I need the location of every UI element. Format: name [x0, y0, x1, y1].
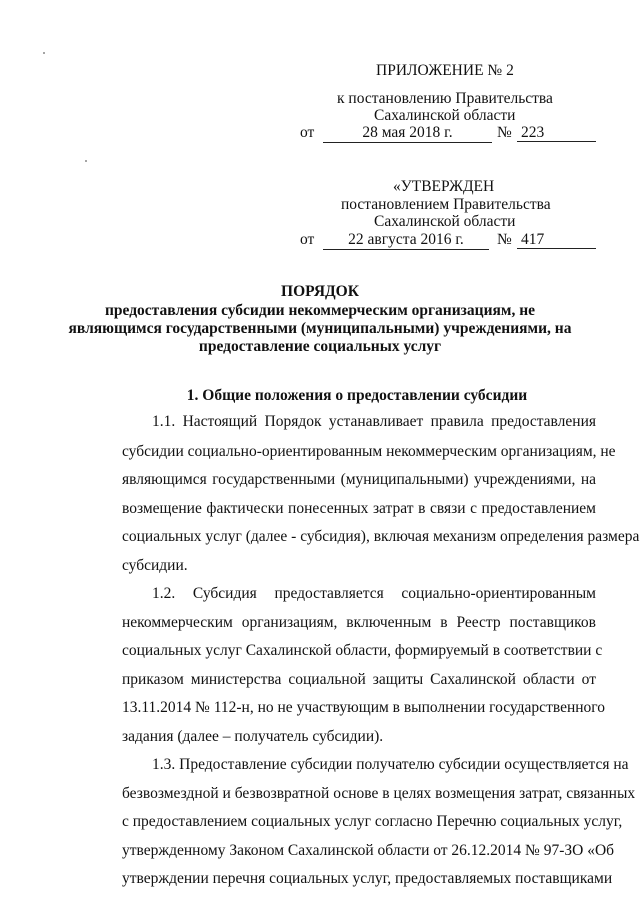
appendix-from-label: от: [300, 124, 315, 141]
approved-title: «УТВЕРЖДЕН: [393, 178, 495, 195]
para-1-2-line: 13.11.2014 № 112-н, но не участвующим в выполнении государственного: [122, 699, 606, 716]
para-1-2-line: социальных услуг Сахалинской области, формируемый в соответствии с: [122, 642, 603, 659]
appendix-date-field: 28 мая 2018 г.: [323, 124, 492, 143]
appendix-to-resolution: к постановлению Правительства: [337, 90, 553, 107]
scan-speck: [43, 52, 45, 54]
approved-region: Сахалинской области: [374, 213, 516, 230]
para-1-1-line: социальных услуг (далее - субсидия), включая механизм определения размера: [122, 528, 640, 545]
doc-title-main: ПОРЯДОК: [281, 283, 359, 300]
approved-date-field: 22 августа 2016 г.: [323, 231, 489, 250]
para-1-2-line: приказом министерства социальной защиты Сахалинской области от: [122, 671, 596, 688]
section-1-heading: 1. Общие положения о предоставлении субсидии: [186, 387, 528, 404]
appendix-region: Сахалинской области: [374, 107, 516, 124]
approved-by-resolution: постановлением Правительства: [341, 196, 551, 213]
para-1-2-line: задания (далее – получатель субсидии).: [122, 728, 384, 745]
para-1-3-line: безвозмездной и безвозвратной основе в целях возмещения затрат, связанных: [122, 785, 636, 802]
para-1-1-line: являющимся государственными (муниципальными) учреждениями, на: [122, 471, 596, 488]
para-1-3-line: 1.3. Предоставление субсидии получателю субсидии осуществляется на: [152, 756, 629, 773]
para-1-3-line: утверждении перечня социальных услуг, предоставляемых поставщиками: [122, 870, 613, 887]
doc-title-line-1: предоставления субсидии некоммерческим организациям, не: [104, 302, 536, 319]
para-1-2-line: некоммерческим организациям, включенным в Реестр поставщиков: [122, 614, 596, 631]
appendix-number-field: 223: [517, 124, 596, 142]
para-1-2-line: 1.2. Субсидия предоставляется социально-ориентированным: [152, 585, 596, 602]
approved-number-label: №: [497, 231, 512, 248]
para-1-3-line: утвержденному Законом Сахалинской области от 26.12.2014 № 97-ЗО «Об: [122, 842, 615, 859]
appendix-title: ПРИЛОЖЕНИЕ № 2: [376, 62, 514, 79]
para-1-1-line: возмещение фактически понесенных затрат в связи с предоставлением: [122, 500, 596, 517]
para-1-1-line: субсидии.: [122, 557, 188, 574]
doc-title-line-3: предоставление социальных услуг: [198, 338, 442, 355]
approved-number-field: 417: [517, 231, 596, 249]
para-1-1-line: субсидии социально-ориентированным некоммерческим организациям, не: [122, 443, 616, 460]
approved-from-label: от: [300, 231, 315, 248]
appendix-number-label: №: [497, 124, 512, 141]
para-1-3-line: с предоставлением социальных услуг согласно Перечню социальных услуг,: [122, 813, 623, 830]
scan-speck: [85, 160, 87, 162]
doc-title-line-2: являющимся государственными (муниципальными) учреждениями, на: [68, 320, 572, 337]
para-1-1-line: 1.1. Настоящий Порядок устанавливает правила предоставления: [152, 413, 596, 430]
